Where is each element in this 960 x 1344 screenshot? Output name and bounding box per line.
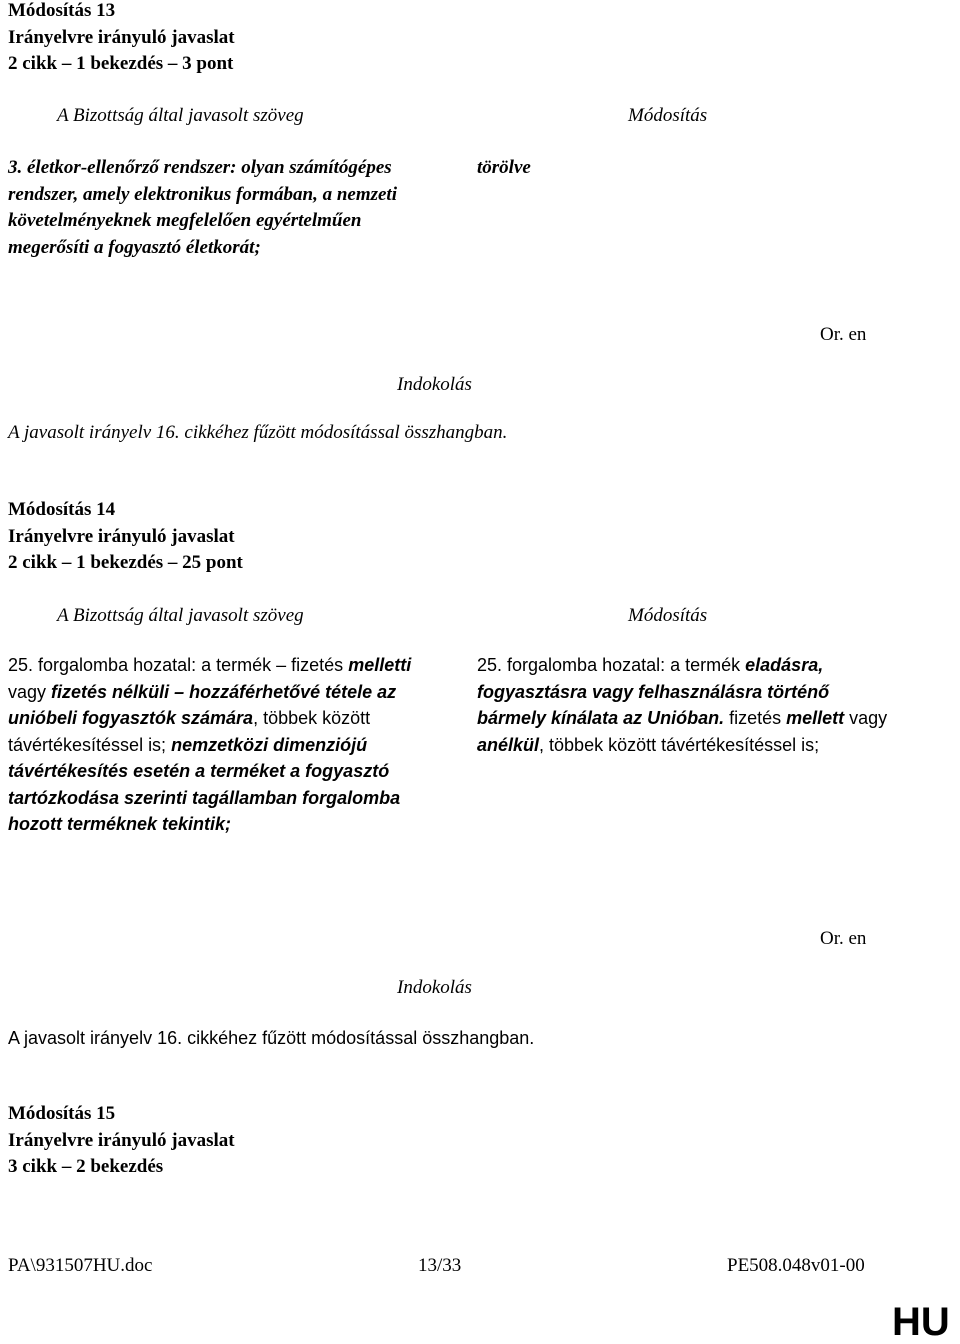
amendment-title: Módosítás 15 bbox=[8, 1103, 116, 1124]
amendment-text bbox=[477, 652, 892, 758]
commission-text-heading: A Bizottság által javasolt szöveg bbox=[57, 605, 304, 626]
original-language: Or. en bbox=[820, 928, 867, 949]
text-run-bold-italic: melletti bbox=[348, 655, 412, 675]
justification-heading: Indokolás bbox=[397, 374, 472, 395]
text-run: , többek között távértékesítéssel is; bbox=[8, 708, 371, 755]
justification-text: A javasolt irányelv 16. cikkéhez fűzött módosítással összhangban. bbox=[8, 422, 508, 443]
commission-text-heading: A Bizottság által javasolt szöveg bbox=[57, 105, 304, 126]
text-run: fizetés bbox=[724, 708, 787, 728]
text-run: 25. forgalomba hozatal: a termék bbox=[477, 655, 746, 675]
amendment-heading: Módosítás bbox=[628, 605, 708, 626]
amendment-location: 2 cikk – 1 bekezdés – 3 pont bbox=[8, 53, 234, 74]
amendment-text: törölve bbox=[477, 157, 531, 178]
language-mark: HU bbox=[892, 1300, 950, 1344]
original-language: Or. en bbox=[820, 324, 867, 345]
amendment-subtitle: Irányelvre irányuló javaslat bbox=[8, 525, 235, 547]
footer-page-number: 13/33 bbox=[418, 1255, 462, 1276]
text-run: 25. forgalomba hozatal: a termék – fizetés bbox=[8, 655, 349, 675]
amendment-location: 2 cikk – 1 bekezdés – 25 pont bbox=[8, 552, 243, 573]
amendment-title: Módosítás 13 bbox=[8, 0, 116, 21]
commission-text: 3. életkor-ellenőrző rendszer: olyan számítógépes rendszer, amely elektronikus formában, a nemzeti követelményeknek megfelelően egyértelműen megerősíti a fogyasztó életkorát; bbox=[8, 157, 397, 258]
amendment-subtitle: Irányelvre irányuló javaslat bbox=[8, 1129, 235, 1151]
amendment-subtitle: Irányelvre irányuló javaslat bbox=[8, 26, 235, 48]
justification-heading: Indokolás bbox=[397, 977, 472, 998]
text-run-bold-italic: nemzetközi dimenziójú távértékesítés esetén a terméket a fogyasztó tartózkodása szerinti tagállamban forgalomba hozott terméknek tekintik; bbox=[8, 734, 401, 834]
footer-doc-code: PE508.048v01-00 bbox=[727, 1255, 865, 1276]
text-run-bold-italic: fizetés nélküli – hozzáférhetővé tétele az unióbeli fogyasztók számára bbox=[8, 681, 397, 728]
text-run: , többek között távértékesítéssel is; bbox=[539, 734, 820, 755]
amendment-heading: Módosítás bbox=[628, 105, 708, 126]
text-run-bold-italic: mellett bbox=[786, 708, 845, 728]
amendment-title: Módosítás 14 bbox=[8, 499, 116, 520]
amendment-13-header bbox=[8, 0, 235, 78]
text-run-bold-italic: eladásra, fogyasztásra vagy felhasználásra történő bármely kínálata az Unióban. bbox=[477, 655, 830, 728]
text-run: vagy bbox=[844, 708, 888, 728]
commission-text bbox=[8, 652, 423, 838]
text-run-bold-italic: anélkül bbox=[477, 734, 540, 755]
amendment-location: 3 cikk – 2 bekezdés bbox=[8, 1156, 164, 1177]
text-run: vagy bbox=[8, 681, 52, 702]
amendment-15-header bbox=[8, 1101, 235, 1181]
amendment-14-header bbox=[8, 497, 243, 577]
footer-doc-ref: PA\931507HU.doc bbox=[8, 1255, 153, 1276]
justification-text: A javasolt irányelv 16. cikkéhez fűzött módosítással összhangban. bbox=[8, 1028, 535, 1048]
